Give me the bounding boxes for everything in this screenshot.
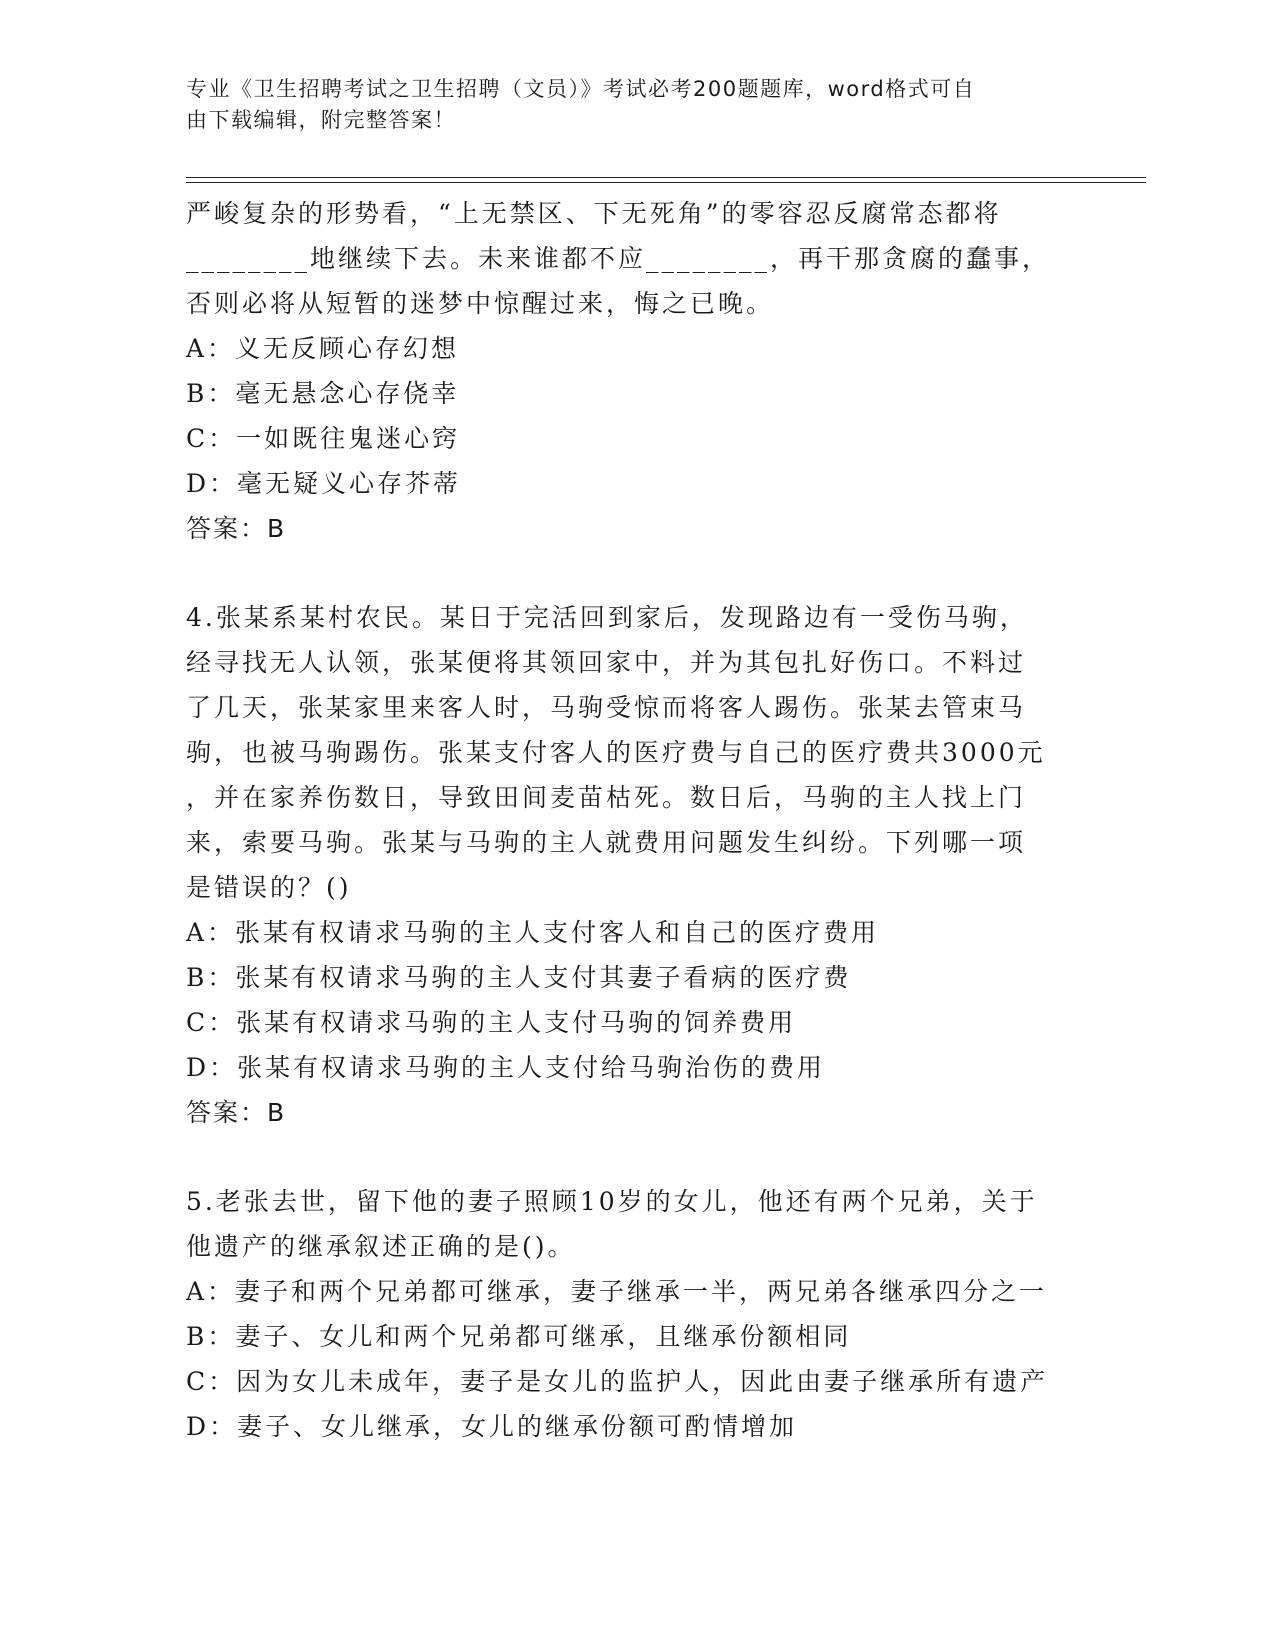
question-3-answer: 答案：B (186, 514, 287, 543)
question-3-option-d: D：毫无疑义心存芥蒂 (186, 469, 462, 498)
header-title-line-2: 由下载编辑，附完整答案！ (186, 108, 456, 132)
document-body (186, 191, 1066, 1449)
question-5 (186, 1179, 1066, 1449)
question-5-option-c: C：因为女儿未成年，妻子是女儿的监护人，因此由妻子继承所有遗产 (186, 1367, 1049, 1396)
question-4-text-line: 经寻找无人认领，张某便将其领回家中，并为其包扎好伤口。不料过 (186, 648, 1027, 677)
question-4-text-line: ，并在家养伤数日，导致田间麦苗枯死。数日后，马驹的主人找上门 (186, 783, 1027, 812)
question-3 (186, 191, 1066, 551)
question-5-text-line: 他遗产的继承叙述正确的是()。 (186, 1232, 576, 1261)
document-header (186, 74, 1066, 136)
question-5-option-d: D：妻子、女儿继承，女儿的继承份额可酌情增加 (186, 1412, 798, 1441)
question-4-text-line: 了几天，张某家里来客人时，马驹受惊而将客人踢伤。张某去管束马 (186, 693, 1027, 722)
question-4-option-a: A：张某有权请求马驹的主人支付客人和自己的医疗费用 (186, 918, 880, 947)
question-4-text-line: 4.张某系某村农民。某日于完活回到家后，发现路边有一受伤马驹， (186, 603, 1028, 632)
question-5-option-a: A：妻子和两个兄弟都可继承，妻子继承一半，两兄弟各继承四分之一 (186, 1277, 1048, 1306)
question-4-option-c: C：张某有权请求马驹的主人支付马驹的饲养费用 (186, 1008, 797, 1037)
question-5-option-b: B：妻子、女儿和两个兄弟都可继承，且继承份额相同 (186, 1322, 852, 1351)
question-3-text-line: 否则必将从短暂的迷梦中惊醒过来，悔之已晚。 (186, 289, 775, 318)
header-divider-top (186, 177, 1146, 178)
question-3-text-line: 严峻复杂的形势看，“上无禁区、下无死角”的零容忍反腐常态都将 (186, 199, 1002, 228)
question-3-option-b: B：毫无悬念心存侥幸 (186, 379, 460, 408)
question-4-text-line: 来，索要马驹。张某与马驹的主人就费用问题发生纠纷。下列哪一项 (186, 828, 1027, 857)
header-divider-bottom (186, 182, 1146, 183)
header-title-line-1: 专业《卫生招聘考试之卫生招聘（文员）》考试必考200题题库，word格式可自 (186, 77, 976, 101)
question-4 (186, 595, 1066, 1135)
question-4-text-line: 是错误的？() (186, 873, 352, 902)
question-3-text-line: ________地继续下去。未来谁都不应________，再干那贪腐的蠢事， (186, 244, 1051, 273)
question-4-answer: 答案：B (186, 1098, 287, 1127)
question-4-option-b: B：张某有权请求马驹的主人支付其妻子看病的医疗费 (186, 963, 852, 992)
question-3-option-c: C：一如既往鬼迷心窍 (186, 424, 461, 453)
question-3-option-a: A：义无反顾心存幻想 (186, 334, 460, 363)
question-4-text-line: 驹，也被马驹踢伤。张某支付客人的医疗费与自己的医疗费共3000元 (186, 738, 1046, 767)
question-4-option-d: D：张某有权请求马驹的主人支付给马驹治伤的费用 (186, 1053, 826, 1082)
question-5-text-line: 5.老张去世，留下他的妻子照顾10岁的女儿，他还有两个兄弟，关于 (186, 1187, 1038, 1216)
